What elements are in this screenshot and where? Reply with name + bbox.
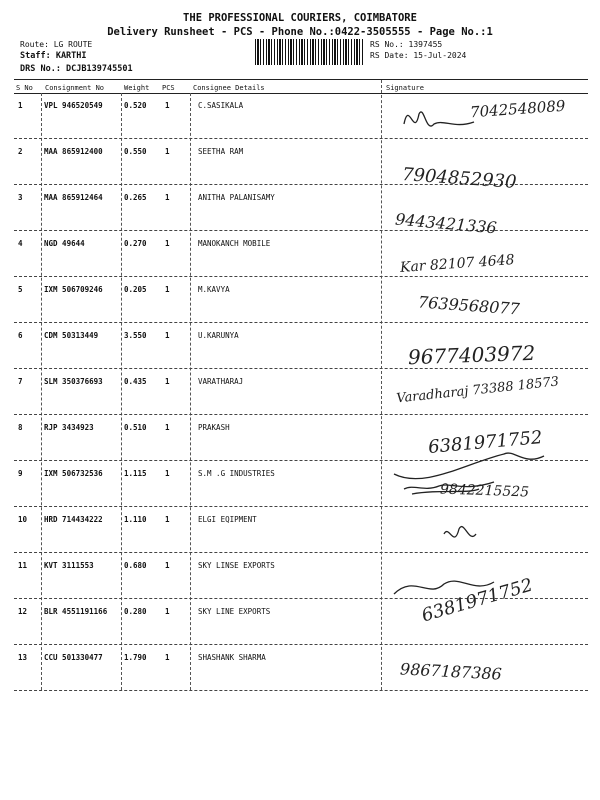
row-weight: 0.680 — [124, 561, 147, 570]
row-pcs: 1 — [165, 515, 170, 524]
handwritten-phone: Varadharaj 73388 18573 — [395, 374, 560, 407]
row-consignee: ELGI EQIPMENT — [198, 515, 257, 524]
row-consignment: IXM 506732536 — [44, 469, 103, 478]
handwritten-phone: 7042548089 — [469, 96, 566, 122]
row-pcs: 1 — [165, 285, 170, 294]
col-header-signature: Signature — [386, 84, 424, 92]
row-consignee: SKY LINE EXPORTS — [198, 607, 271, 616]
signature-stroke — [394, 453, 544, 479]
row-consignee: SHASHANK SHARMA — [198, 653, 266, 662]
row-pcs: 1 — [165, 653, 170, 662]
handwritten-phone: Kar 82107 4648 — [399, 252, 515, 276]
row-pcs: 1 — [165, 193, 170, 202]
row-consignee: S.M .G INDUSTRIES — [198, 469, 275, 478]
row-consignment: NGD 49644 — [44, 239, 85, 248]
row-sno: 6 — [18, 331, 23, 340]
col-header-pcs: PCS — [162, 84, 175, 92]
runsheet-subtitle: Delivery Runsheet - PCS - Phone No.:0422-3505555 - Page No.:1 — [107, 26, 493, 38]
row-weight: 3.550 — [124, 331, 147, 340]
row-consignment: IXM 506709246 — [44, 285, 103, 294]
row-consignment: HRD 714434222 — [44, 515, 103, 524]
col-divider-sno — [41, 93, 42, 690]
row-weight: 0.205 — [124, 285, 147, 294]
row-sno: 7 — [18, 377, 23, 386]
row-pcs: 1 — [165, 377, 170, 386]
row-sno: 13 — [18, 653, 28, 662]
row-pcs: 1 — [165, 331, 170, 340]
handwritten-phone: 9842215525 — [439, 481, 530, 501]
row-sno: 2 — [18, 147, 23, 156]
row-weight: 0.435 — [124, 377, 147, 386]
row-consignment: MAA 865912464 — [44, 193, 103, 202]
row-pcs: 1 — [165, 561, 170, 570]
row-sno: 11 — [18, 561, 28, 570]
row-sno: 10 — [18, 515, 28, 524]
row-weight: 0.520 — [124, 101, 147, 110]
table-top-rule — [14, 79, 588, 80]
row-consignment: CCU 501330477 — [44, 653, 103, 662]
col-header-consignment: Consignment No — [45, 84, 105, 92]
row-pcs: 1 — [165, 101, 170, 110]
row-weight: 1.115 — [124, 469, 147, 478]
row-consignee: C.SASIKALA — [198, 101, 244, 110]
row-sno: 1 — [18, 101, 23, 110]
row-pcs: 1 — [165, 423, 170, 432]
handwritten-phone: 7639568077 — [417, 292, 521, 319]
signature-stroke — [412, 489, 479, 494]
handwritten-phone: 9677403972 — [407, 340, 536, 370]
signature-stroke — [444, 527, 476, 537]
row-weight: 0.265 — [124, 193, 147, 202]
company-title: THE PROFESSIONAL COURIERS, COIMBATORE — [183, 12, 417, 24]
col-header-weight: Weight — [124, 84, 150, 92]
row-consignment: KVT 3111553 — [44, 561, 94, 570]
col-header-consignee: Consignee Details — [193, 84, 265, 92]
row-consignee: VARATHARAJ — [198, 377, 244, 386]
row-consignee: PRAKASH — [198, 423, 230, 432]
row-consignment: RJP 3434923 — [44, 423, 94, 432]
handwritten-phone: 6381971752 — [419, 574, 536, 627]
row-weight: 0.270 — [124, 239, 147, 248]
row-weight: 0.550 — [124, 147, 147, 156]
row-consignee: SEETHA RAM — [198, 147, 244, 156]
row-consignment: VPL 946520549 — [44, 101, 103, 110]
handwritten-phone: 9867187386 — [399, 659, 503, 684]
row-consignment: CDM 50313449 — [44, 331, 99, 340]
row-weight: 1.110 — [124, 515, 147, 524]
drs-number: DRS No.: DCJB139745501 — [20, 64, 133, 74]
signature-scribbles — [384, 94, 588, 694]
col-divider-pcs — [190, 93, 191, 690]
signature-stroke — [404, 482, 494, 489]
signature-stroke — [394, 581, 494, 594]
row-consignee: MANOKANCH MOBILE — [198, 239, 271, 248]
col-header-sno: S No — [16, 84, 33, 92]
row-consignee: M.KAVYA — [198, 285, 230, 294]
row-consignment: MAA 865912400 — [44, 147, 103, 156]
rs-date: RS Date: 15-Jul-2024 — [370, 51, 467, 60]
row-consignee: U.KARUNYA — [198, 331, 239, 340]
row-consignee: SKY LINSE EXPORTS — [198, 561, 275, 570]
col-divider-consignment — [121, 93, 122, 690]
signature-stroke — [404, 112, 474, 126]
row-sno: 4 — [18, 239, 23, 248]
row-consignment: BLR 4551191166 — [44, 607, 108, 616]
rs-number: RS No.: 1397455 — [370, 40, 443, 49]
row-pcs: 1 — [165, 239, 170, 248]
row-weight: 0.280 — [124, 607, 147, 616]
row-sno: 8 — [18, 423, 23, 432]
row-sno: 9 — [18, 469, 23, 478]
row-pcs: 1 — [165, 147, 170, 156]
staff-label: Staff: KARTHI — [20, 51, 87, 61]
row-sno: 12 — [18, 607, 28, 616]
handwritten-phone: 7904852930 — [401, 164, 518, 193]
row-pcs: 1 — [165, 469, 170, 478]
handwritten-phone: 9443421336 — [394, 209, 498, 238]
barcode — [255, 39, 365, 65]
row-sno: 3 — [18, 193, 23, 202]
row-consignment: SLM 350376693 — [44, 377, 103, 386]
row-consignee: ANITHA PALANISAMY — [198, 193, 275, 202]
row-weight: 0.510 — [124, 423, 147, 432]
row-weight: 1.790 — [124, 653, 147, 662]
row-sno: 5 — [18, 285, 23, 294]
row-pcs: 1 — [165, 607, 170, 616]
handwritten-phone: 6381971752 — [427, 427, 544, 458]
route-label: Route: LG ROUTE — [20, 40, 93, 49]
